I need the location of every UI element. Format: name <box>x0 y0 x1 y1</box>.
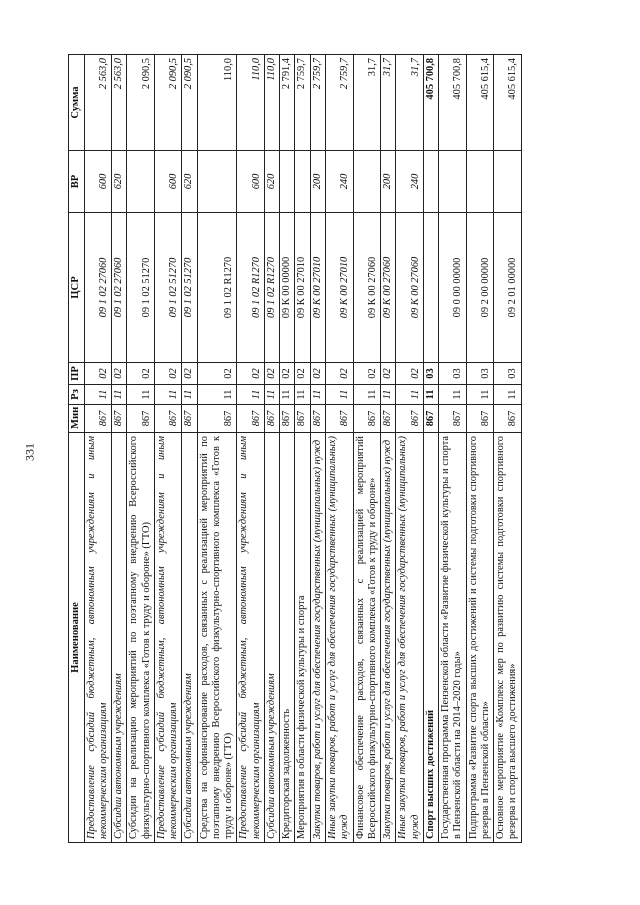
table-cell-pr: 02 <box>280 363 295 385</box>
table-row <box>381 55 396 843</box>
table-cell-vr: 240 <box>396 151 424 213</box>
table-cell-name: Предоставление субсидий бюджетным, автономным учреждениям и иным некоммерческим организациям <box>237 433 265 843</box>
table-cell-min: 867 <box>423 405 438 433</box>
table-row <box>237 55 265 843</box>
table-cell-name: Кредиторская задолженность <box>280 433 295 843</box>
table-cell-csr: 09 К 00 27010 <box>310 213 325 363</box>
table-cell-vr <box>466 151 494 213</box>
table-cell-csr: 09 1 02 27060 <box>112 213 127 363</box>
table-cell-pr: 02 <box>154 363 182 385</box>
table-row <box>466 55 494 843</box>
table-cell-sum: 2 791,4 <box>280 55 295 151</box>
table-cell-csr: 09 2 01 00000 <box>494 213 522 363</box>
table-cell-name: Средства на софинансирование расходов, связанных с реализацией мероприятий по поэтапному внедрению Всероссийского физкультурно-спортивного комплекса «Готов к труду и обороне» (ГТО) <box>197 433 237 843</box>
table-cell-rz: 11 <box>264 385 279 405</box>
table-cell-vr: 600 <box>84 151 112 213</box>
table-cell-name: Финансовое обеспечение расходов, связанных с реализацией мероприятий Всероссийского физкультурно-спортивного комплекса «Готов к труду и обороне» <box>353 433 381 843</box>
table-cell-sum: 110,0 <box>264 55 279 151</box>
table-row <box>112 55 127 843</box>
table-cell-min: 867 <box>154 405 182 433</box>
table-cell-min: 867 <box>295 405 310 433</box>
table-cell-min: 867 <box>237 405 265 433</box>
table-cell-name: Субсидии автономным учреждениям <box>112 433 127 843</box>
table-cell-vr <box>353 151 381 213</box>
table-cell-name: Иные закупки товаров, работ и услуг для обеспечения государственных (муниципальных) нужд <box>396 433 424 843</box>
table-cell-vr <box>295 151 310 213</box>
table-cell-vr <box>127 151 155 213</box>
table-cell-pr: 03 <box>439 363 467 385</box>
table-cell-csr: 09 0 00 00000 <box>439 213 467 363</box>
table-cell-sum: 2 090,5 <box>127 55 155 151</box>
table-cell-min: 867 <box>197 405 237 433</box>
table-row <box>494 55 522 843</box>
table-cell-pr: 02 <box>381 363 396 385</box>
table-header-row <box>69 55 85 843</box>
table-cell-pr: 02 <box>84 363 112 385</box>
table-cell-pr: 02 <box>310 363 325 385</box>
table-cell-vr <box>197 151 237 213</box>
table-cell-sum: 2 759,7 <box>310 55 325 151</box>
table-cell-min: 867 <box>326 405 354 433</box>
table-row <box>127 55 155 843</box>
table-cell-pr: 02 <box>127 363 155 385</box>
table-cell-rz: 11 <box>295 385 310 405</box>
table-cell-csr: 09 1 02 51270 <box>182 213 197 363</box>
table-cell-csr: 09 1 02 R1270 <box>197 213 237 363</box>
table-cell-name: Иные закупки товаров, работ и услуг для обеспечения государственных (муниципальных) нужд <box>326 433 354 843</box>
table-cell-rz: 11 <box>381 385 396 405</box>
table-cell-pr: 02 <box>326 363 354 385</box>
header-min: Мин <box>69 405 85 433</box>
table-cell-sum: 31,7 <box>353 55 381 151</box>
table-cell-sum: 31,7 <box>381 55 396 151</box>
table-cell-min: 867 <box>466 405 494 433</box>
table-cell-sum: 405 700,8 <box>439 55 467 151</box>
table-cell-min: 867 <box>310 405 325 433</box>
table-cell-sum: 405 615,4 <box>494 55 522 151</box>
table-cell-min: 867 <box>396 405 424 433</box>
table-cell-rz: 11 <box>112 385 127 405</box>
table-cell-vr: 200 <box>381 151 396 213</box>
table-cell-csr: 09 1 02 R1270 <box>237 213 265 363</box>
table-cell-min: 867 <box>381 405 396 433</box>
table-cell-rz: 11 <box>127 385 155 405</box>
table-cell-pr: 02 <box>295 363 310 385</box>
table-cell-name: Спорт высших достижений <box>423 433 438 843</box>
table-cell-pr: 03 <box>423 363 438 385</box>
table-row <box>182 55 197 843</box>
table-cell-sum: 110,0 <box>237 55 265 151</box>
table-cell-pr: 02 <box>112 363 127 385</box>
table-cell-rz: 11 <box>423 385 438 405</box>
table-cell-min: 867 <box>112 405 127 433</box>
table-cell-rz: 11 <box>154 385 182 405</box>
table-row <box>396 55 424 843</box>
table-cell-rz: 11 <box>197 385 237 405</box>
table-cell-pr: 02 <box>264 363 279 385</box>
table-cell-sum: 2 090,5 <box>154 55 182 151</box>
table-row <box>154 55 182 843</box>
table-cell-sum: 2 090,5 <box>182 55 197 151</box>
table-cell-rz: 11 <box>396 385 424 405</box>
table-cell-csr: 09 К 00 27010 <box>295 213 310 363</box>
table-cell-pr: 02 <box>237 363 265 385</box>
table-cell-name: Подпрограмма «Развитие спорта высших достижений и системы подготовки спортивного резерва в Пензенской области» <box>466 433 494 843</box>
table-cell-rz: 11 <box>326 385 354 405</box>
table-cell-name: Закупка товаров, работ и услуг для обеспечения государственных (муниципальных) нужд <box>381 433 396 843</box>
rotated-page-content <box>68 55 579 843</box>
table-cell-rz: 11 <box>84 385 112 405</box>
table-cell-sum: 405 700,8 <box>423 55 438 151</box>
page-number: 331 <box>22 443 37 461</box>
table-cell-min: 867 <box>127 405 155 433</box>
table-cell-name: Предоставление субсидий бюджетным, автономным учреждениям и иным некоммерческим организациям <box>154 433 182 843</box>
table-cell-name: Основное мероприятие «Комплекс мер по развитию системы подготовки спортивного резерва и спорта высшего достижения» <box>494 433 522 843</box>
table-cell-csr <box>423 213 438 363</box>
table-cell-sum: 2 563,0 <box>84 55 112 151</box>
table-cell-name: Субсидии на реализацию мероприятий по поэтапному внедрению Всероссийского физкультурно-спортивного комплекса «Готов к труду и обороне» (ГТО) <box>127 433 155 843</box>
table-cell-min: 867 <box>182 405 197 433</box>
table-cell-min: 867 <box>280 405 295 433</box>
table-row <box>326 55 354 843</box>
header-pr: ПР <box>69 363 85 385</box>
table-cell-sum: 110,0 <box>197 55 237 151</box>
table-cell-vr <box>280 151 295 213</box>
table-cell-vr: 620 <box>112 151 127 213</box>
table-row <box>197 55 237 843</box>
table-cell-vr: 600 <box>154 151 182 213</box>
table-cell-pr: 03 <box>494 363 522 385</box>
table-cell-name: Закупка товаров, работ и услуг для обеспечения государственных (муниципальных) нужд <box>310 433 325 843</box>
table-cell-rz: 11 <box>237 385 265 405</box>
header-vr: ВР <box>69 151 85 213</box>
table-cell-sum: 2 563,0 <box>112 55 127 151</box>
table-cell-csr: 09 К 00 27060 <box>381 213 396 363</box>
table-row <box>423 55 438 843</box>
table-cell-pr: 03 <box>466 363 494 385</box>
table-cell-csr: 09 2 00 00000 <box>466 213 494 363</box>
table-cell-name: Предоставление субсидий бюджетным, автономным учреждениям и иным некоммерческим организациям <box>84 433 112 843</box>
table-cell-min: 867 <box>264 405 279 433</box>
table-row <box>295 55 310 843</box>
table-cell-vr: 600 <box>237 151 265 213</box>
table-cell-pr: 02 <box>197 363 237 385</box>
table-row <box>353 55 381 843</box>
table-cell-vr <box>439 151 467 213</box>
table-row <box>84 55 112 843</box>
table-cell-csr: 09 1 02 27060 <box>84 213 112 363</box>
table-cell-csr: 09 1 02 R1270 <box>264 213 279 363</box>
header-sum: Сумма <box>69 55 85 151</box>
table-cell-min: 867 <box>494 405 522 433</box>
table-cell-csr: 09 1 02 51270 <box>127 213 155 363</box>
table-cell-min: 867 <box>353 405 381 433</box>
table-cell-sum: 405 615,4 <box>466 55 494 151</box>
table-cell-csr: 09 К 00 27010 <box>326 213 354 363</box>
header-name: Наименование <box>69 433 85 843</box>
budget-table <box>68 54 522 843</box>
table-cell-name: Субсидии автономным учреждениям <box>182 433 197 843</box>
table-cell-vr <box>423 151 438 213</box>
table-cell-vr: 620 <box>182 151 197 213</box>
table-cell-csr: 09 1 02 51270 <box>154 213 182 363</box>
table-cell-vr: 620 <box>264 151 279 213</box>
table-row <box>264 55 279 843</box>
table-cell-rz: 11 <box>310 385 325 405</box>
table-cell-vr <box>494 151 522 213</box>
table-cell-rz: 11 <box>280 385 295 405</box>
table-cell-name: Мероприятия в области физической культуры и спорта <box>295 433 310 843</box>
table-cell-name: Государственная программа Пензенской области «Развитие физической культуры и спорта в Пензенской области на 2014–2020 годы» <box>439 433 467 843</box>
table-cell-rz: 11 <box>466 385 494 405</box>
table-cell-vr: 240 <box>326 151 354 213</box>
table-row <box>439 55 467 843</box>
table-cell-pr: 02 <box>182 363 197 385</box>
table-cell-csr: 09 К 00 27060 <box>353 213 381 363</box>
table-row <box>280 55 295 843</box>
table-cell-rz: 11 <box>182 385 197 405</box>
table-cell-sum: 2 759,7 <box>295 55 310 151</box>
header-rz: Рз <box>69 385 85 405</box>
table-cell-pr: 02 <box>353 363 381 385</box>
table-cell-min: 867 <box>84 405 112 433</box>
table-cell-min: 867 <box>439 405 467 433</box>
table-cell-rz: 11 <box>494 385 522 405</box>
table-cell-name: Субсидии автономным учреждениям <box>264 433 279 843</box>
table-row <box>310 55 325 843</box>
table-cell-rz: 11 <box>439 385 467 405</box>
table-cell-pr: 02 <box>396 363 424 385</box>
table-cell-vr: 200 <box>310 151 325 213</box>
table-cell-csr: 09 К 00 27060 <box>396 213 424 363</box>
table-cell-rz: 11 <box>353 385 381 405</box>
table-cell-sum: 31,7 <box>396 55 424 151</box>
table-cell-sum: 2 759,7 <box>326 55 354 151</box>
table-cell-csr: 09 К 00 00000 <box>280 213 295 363</box>
header-csr: ЦСР <box>69 213 85 363</box>
